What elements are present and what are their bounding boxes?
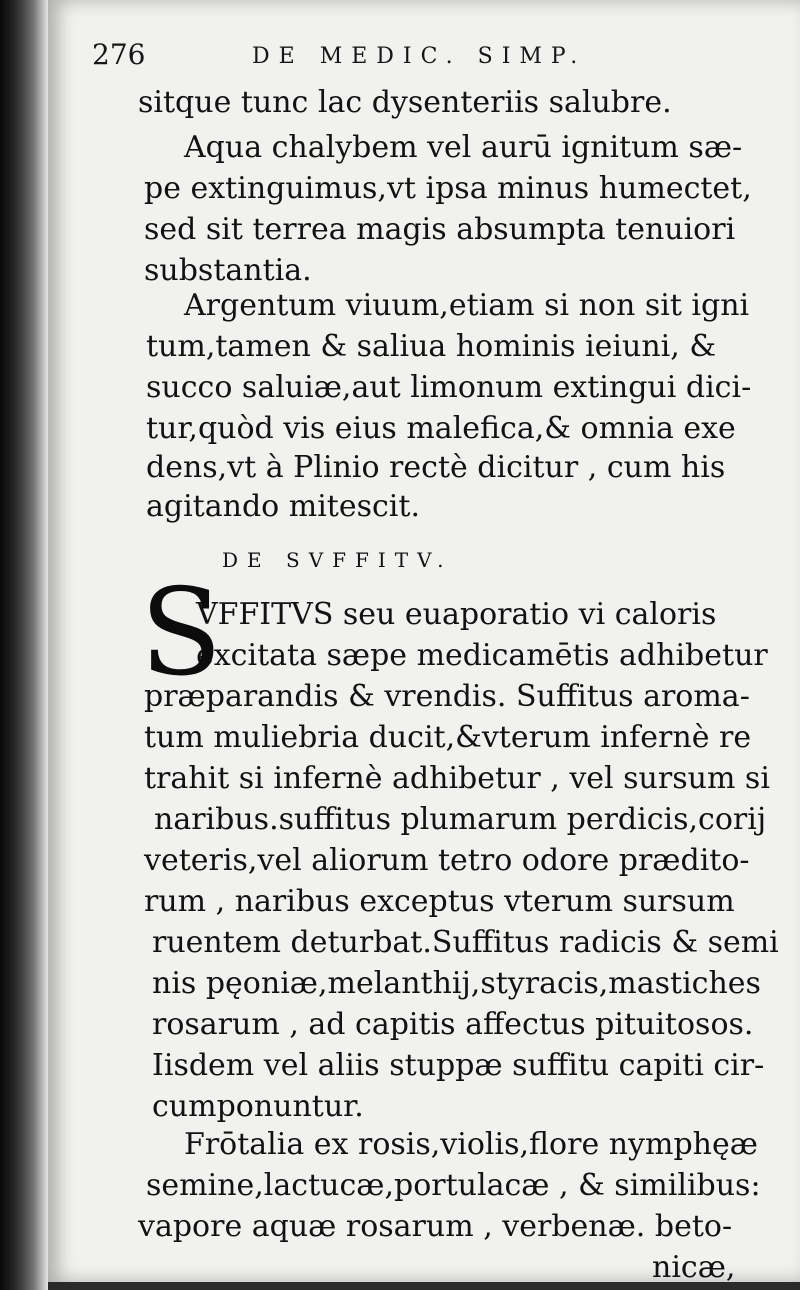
text-line: Aqua chalybem vel aurū ignitum sæ- <box>184 130 743 165</box>
text-line: nis pęoniæ,melanthij,styracis,mastiches <box>152 966 761 1001</box>
text-line: rum , naribus exceptus vterum sursum <box>144 884 735 919</box>
drop-cap: S <box>140 564 223 703</box>
text-line: agitando mitescit. <box>146 489 420 524</box>
text-line: nicæ, <box>652 1250 736 1285</box>
text-line: excitata sæpe medicamētis adhibetur <box>196 638 768 673</box>
text-line: trahit si infernè adhibetur , vel sursum si <box>144 761 770 796</box>
text-line: VFFITVS seu euaporatio vi caloris <box>196 597 717 632</box>
text-line: Frōtalia ex rosis,violis,flore nymphęæ <box>184 1127 758 1162</box>
text-line: Argentum viuum,etiam si non sit igni <box>184 288 750 323</box>
text-line: naribus.suffitus plumarum perdicis,corij <box>154 802 767 837</box>
text-line: tum,tamen & saliua hominis ieiuni, & <box>146 329 717 364</box>
text-line: sitque tunc lac dysenteriis salubre. <box>138 85 672 120</box>
book-binding <box>0 0 48 1290</box>
text-line: ruentem deturbat.Suffitus radicis & semi <box>152 925 779 960</box>
text-line: rosarum , ad capitis affectus pituitosos. <box>152 1007 754 1042</box>
text-line: semine,lactucæ,portulacæ , & similibus: <box>146 1168 761 1203</box>
running-head: DE MEDIC. SIMP. <box>252 44 587 69</box>
page-number: 276 <box>92 38 146 71</box>
text-line: Iisdem vel aliis stuppæ suffitu capiti cir- <box>152 1048 765 1083</box>
text-line: vapore aquæ rosarum , verbenæ. beto- <box>138 1209 733 1244</box>
text-line: cumponuntur. <box>152 1089 364 1124</box>
text-line: substantia. <box>144 253 312 288</box>
page-header <box>92 38 652 78</box>
text-line: dens,vt à Plinio rectè dicitur , cum his <box>146 450 726 485</box>
text-line: succo saluiæ,aut limonum extingui dici- <box>146 370 752 405</box>
text-line: pe extinguimus,vt ipsa minus humectet, <box>144 171 752 206</box>
text-line: veteris,vel aliorum tetro odore prædito- <box>144 843 750 878</box>
text-line: præparandis & vrendis. Suffitus aroma- <box>144 679 750 714</box>
text-line: tur,quòd vis eius malefica,& omnia exe <box>146 411 736 446</box>
section-heading: DE SVFFITV. <box>222 548 453 572</box>
text-line: tum muliebria ducit,&vterum infernè re <box>144 720 752 755</box>
text-line: sed sit terrea magis absumpta tenuiori <box>144 212 736 247</box>
